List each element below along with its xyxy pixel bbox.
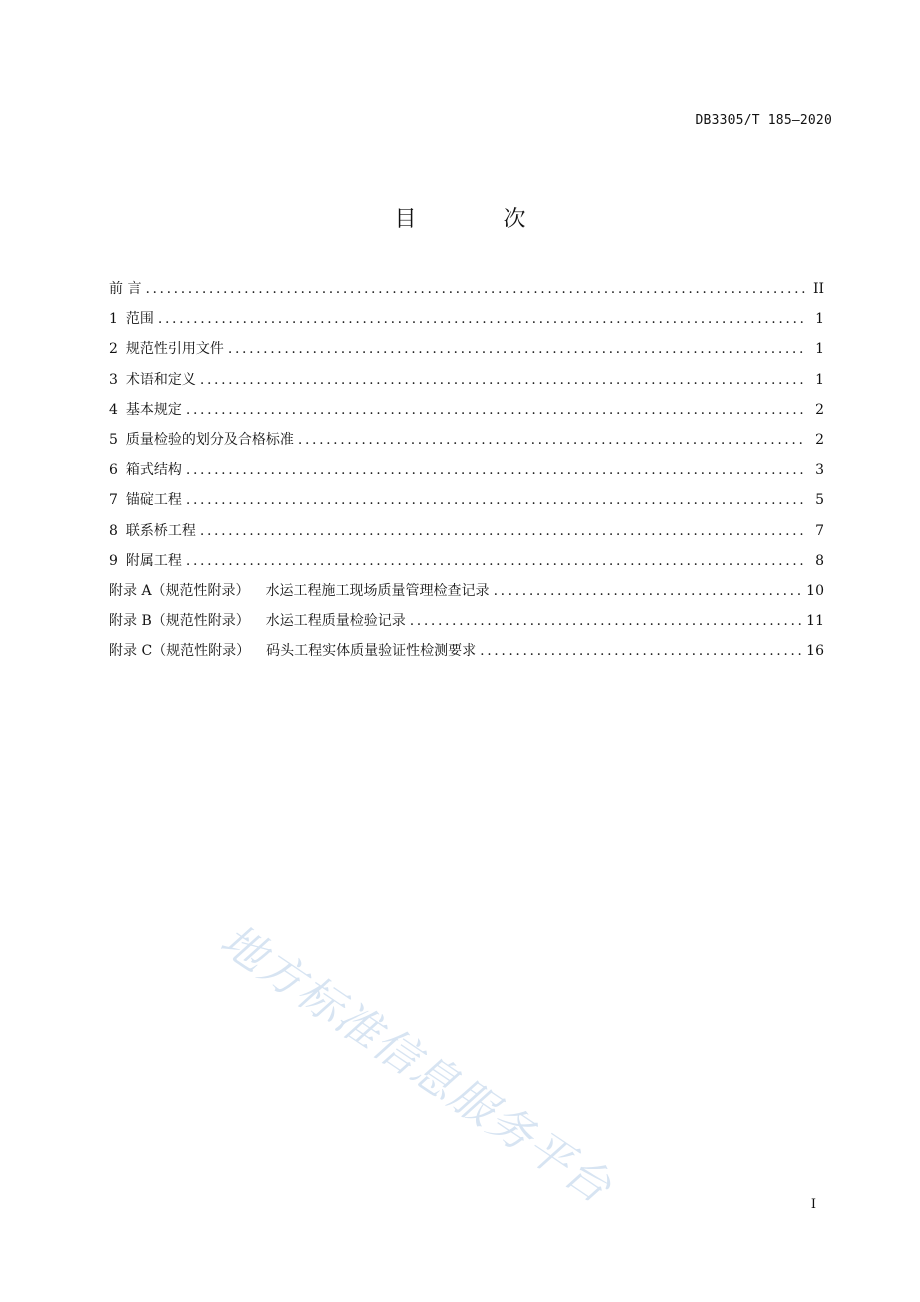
toc-entry-page: 5 (815, 492, 824, 509)
toc-entry-page: 3 (815, 462, 824, 479)
toc-entry-number: 6 (109, 462, 118, 479)
page-number: I (810, 1197, 816, 1212)
toc-entry-number: 1 (109, 311, 118, 328)
toc-entry-connecting-bridge[interactable] (109, 520, 824, 550)
toc-appendix-prefix: 附录 B（规范性附录） (109, 613, 250, 630)
toc-entry-label (109, 550, 182, 570)
toc-entry-label (109, 489, 182, 509)
toc-appendix-prefix: 附录 A（规范性附录） (109, 582, 250, 599)
toc-leader-dots (186, 462, 806, 478)
toc-leader-dots (186, 553, 806, 569)
toc-entry-label (109, 610, 406, 630)
toc-entry-label (109, 580, 490, 600)
toc-entry-label (109, 369, 196, 389)
toc-entry-number: 4 (109, 401, 118, 418)
toc-leader-dots (158, 311, 806, 327)
toc-entry-title: 质量检验的划分及合格标准 (125, 431, 294, 448)
toc-entry-title: 水运工程施工现场质量管理检查记录 (265, 582, 490, 599)
toc-leader-dots (494, 583, 803, 599)
toc-entry-terms[interactable] (109, 369, 824, 399)
toc-entry-normative-references[interactable] (109, 338, 824, 368)
toc-entry-number: 5 (109, 431, 118, 448)
toc-entry-quality-inspection[interactable] (109, 429, 824, 459)
toc-leader-dots (200, 372, 806, 388)
toc-entry-number: 2 (109, 341, 118, 358)
toc-entry-title: 锚碇工程 (125, 492, 182, 509)
toc-entry-basic-provisions[interactable] (109, 399, 824, 429)
toc-entry-scope[interactable] (109, 308, 824, 338)
toc-entry-page: 11 (806, 613, 824, 630)
toc-entry-label (109, 399, 182, 419)
toc-entry-label (109, 308, 154, 328)
toc-entry-title: 附属工程 (125, 552, 182, 569)
toc-leader-dots (186, 402, 806, 418)
toc-entry-title: 前 言 (109, 281, 142, 297)
toc-entry-box-structure[interactable] (109, 459, 824, 489)
toc-entry-page: II (812, 281, 824, 297)
toc-entry-page: 2 (815, 431, 824, 448)
toc-entry-label (109, 338, 224, 358)
toc-entry-page: 8 (815, 552, 824, 569)
toc-entry-number: 3 (109, 371, 118, 388)
toc-entry-label (109, 278, 141, 298)
toc-entry-number: 7 (109, 492, 118, 509)
toc-entry-page: 2 (815, 401, 824, 418)
toc-entry-page: 1 (815, 371, 824, 388)
toc-entry-label (109, 429, 294, 449)
toc-entry-title: 联系桥工程 (125, 522, 196, 539)
toc-entry-page: 1 (815, 341, 824, 358)
toc-leader-dots (480, 643, 802, 659)
toc-leader-dots (410, 613, 802, 629)
toc-entry-number: 9 (109, 552, 118, 569)
toc-entry-number: 8 (109, 522, 118, 539)
toc-entry-page: 16 (806, 643, 824, 660)
toc-leader-dots (145, 281, 806, 297)
toc-leader-dots (298, 432, 806, 448)
toc-entry-appendix-c[interactable] (109, 640, 824, 670)
toc-entry-page: 10 (806, 582, 824, 599)
toc-entry-title: 规范性引用文件 (125, 341, 224, 358)
toc-entry-title: 基本规定 (125, 401, 182, 418)
toc-entry-label (109, 459, 182, 479)
toc-entry-ancillary-works[interactable] (109, 550, 824, 580)
toc-entry-title: 术语和定义 (125, 371, 196, 388)
toc-leader-dots (228, 341, 806, 357)
toc-entry-title: 箱式结构 (125, 462, 182, 479)
toc-entry-foreword[interactable] (109, 278, 824, 308)
toc-entry-page: 7 (815, 522, 824, 539)
toc-entry-title: 范围 (125, 311, 154, 328)
toc-leader-dots (200, 523, 806, 539)
toc-entry-label (109, 520, 196, 540)
watermark: 地方标准信息服务平台 (211, 914, 622, 1215)
toc-entry-page: 1 (815, 311, 824, 328)
toc-entry-title: 码头工程实体质量验证性检测要求 (266, 643, 477, 660)
toc-entry-appendix-a[interactable] (109, 580, 824, 610)
toc-appendix-prefix: 附录 C（规范性附录） (109, 643, 251, 660)
toc-entry-appendix-b[interactable] (109, 610, 824, 640)
toc-title: 目 次 (394, 207, 566, 232)
toc-leader-dots (186, 492, 806, 508)
toc-list (109, 278, 824, 670)
toc-entry-label (109, 640, 476, 660)
toc-entry-anchoring[interactable] (109, 489, 824, 519)
toc-entry-title: 水运工程质量检验记录 (265, 613, 406, 630)
standard-code: DB3305/T 185—2020 (695, 113, 832, 128)
